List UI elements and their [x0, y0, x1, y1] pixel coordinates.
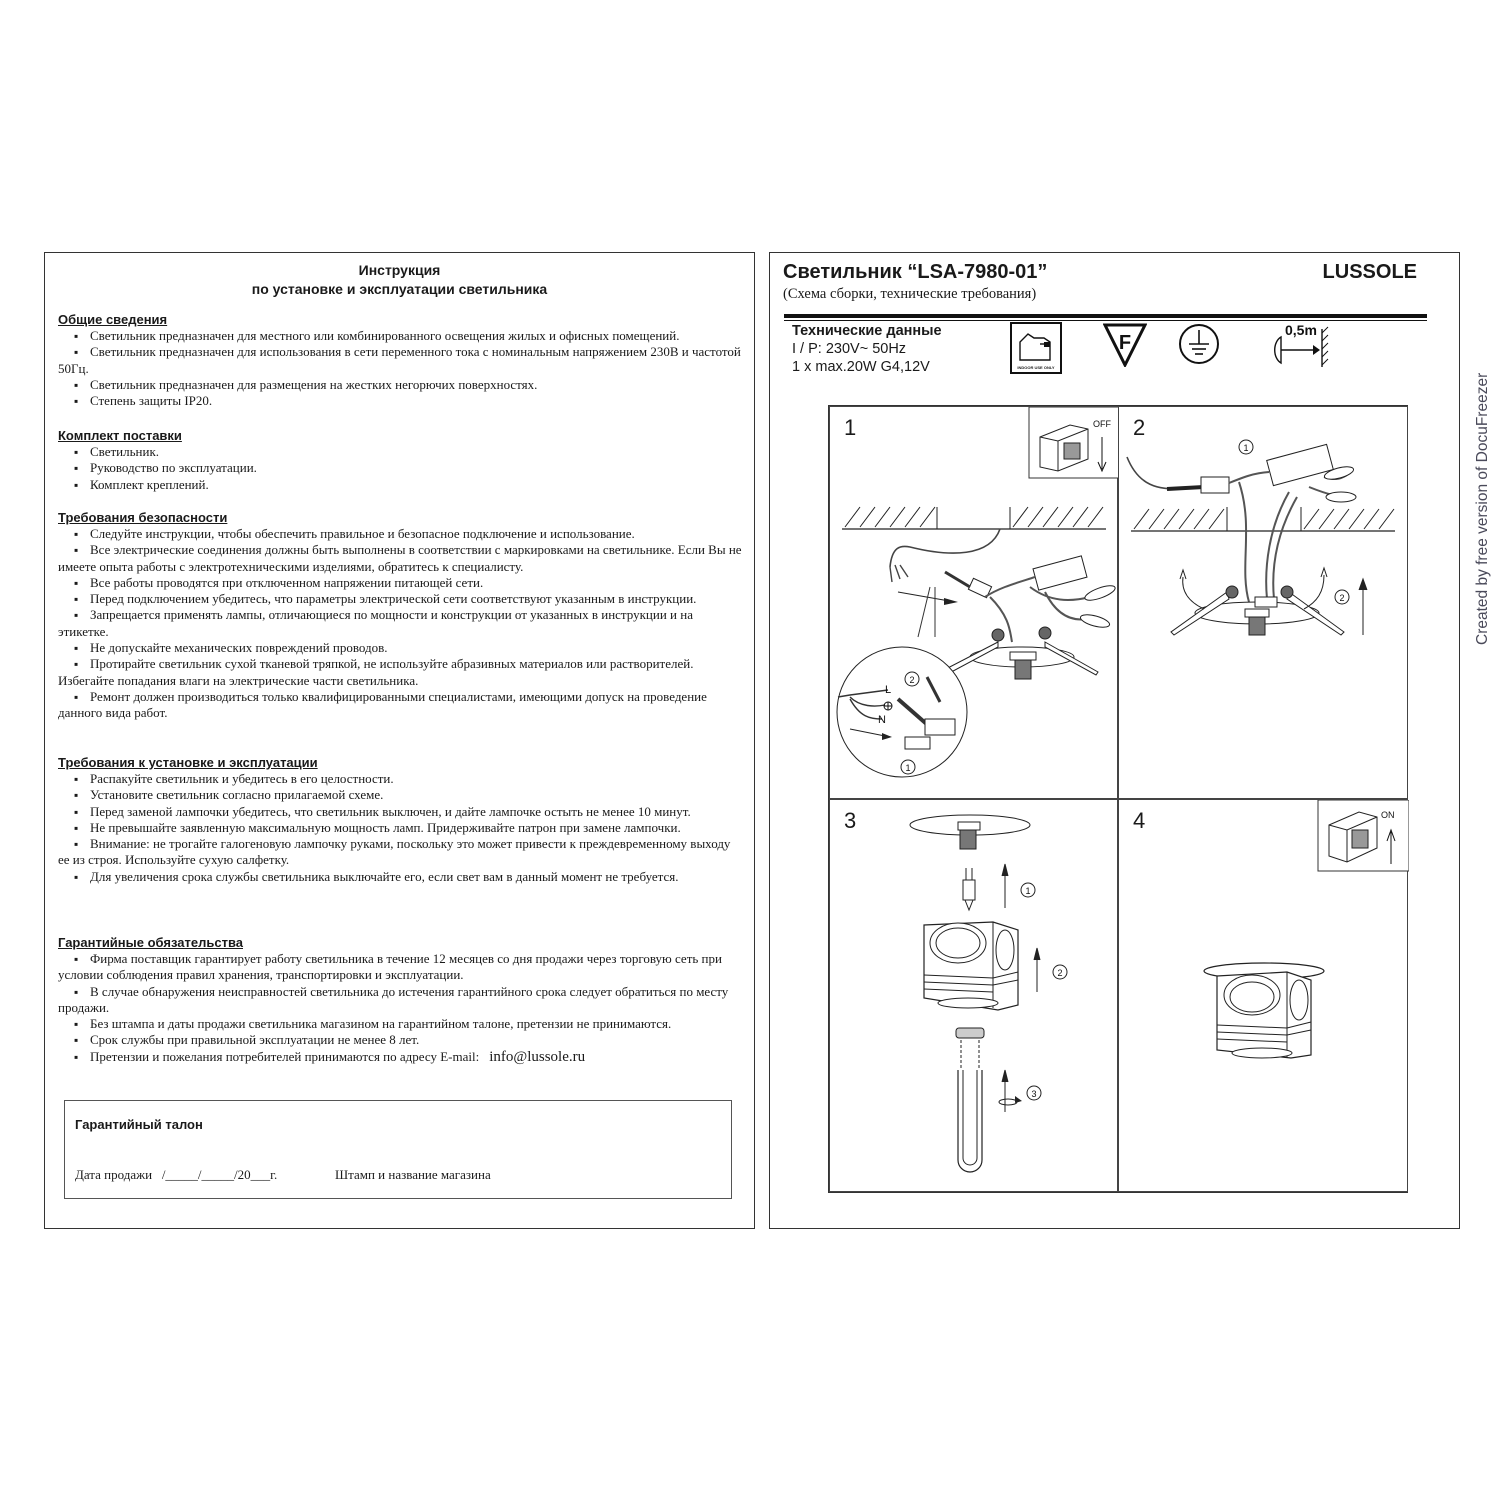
step-3-illustration — [830, 800, 1119, 1193]
list-item: ▪ Распакуйте светильник и убедитесь в его целостности. — [58, 771, 742, 787]
list-item: ▪ Перед заменой лампочки убедитесь, что светильник выключен, и дайте лампочке остыть не менее 10 минут. — [58, 804, 742, 820]
ceiling-hatch — [842, 507, 1106, 529]
technical-data — [792, 322, 942, 376]
tech-heading: Технические данные — [792, 323, 942, 339]
step-2-illustration — [1119, 407, 1409, 800]
step-number: 4 — [1133, 808, 1146, 833]
switch-off-label: OFF — [1093, 419, 1111, 429]
list-item: ▪ Степень защиты IP20. — [58, 393, 742, 409]
callout-2: 2 — [1057, 968, 1063, 978]
list-item: ▪ Протирайте светильник сухой тканевой тряпкой, не используйте абразивных материалов или растворителей. Избегайте попадания влаги на электрические части светильника. — [58, 656, 742, 689]
list-item: ▪ Светильник предназначен для местного или комбинированного освещения жилых и офисных помещений. — [58, 328, 742, 344]
ground-icon — [1177, 322, 1221, 371]
callout-2: 2 — [1339, 593, 1345, 603]
list-item: ▪ Не допускайте механических повреждений проводов. — [58, 640, 742, 656]
indoor-use-label: INDOOR USE ONLY — [1017, 365, 1055, 370]
list-item: ▪ Следуйте инструкции, чтобы обеспечить правильное и безопасное подключение и использование. — [58, 526, 742, 542]
callout-3: 3 — [1031, 1089, 1037, 1099]
section-installation — [58, 754, 742, 885]
section-heading: Требования безопасности — [58, 510, 228, 525]
f-mark-icon — [1103, 323, 1147, 372]
instruction-page — [44, 252, 755, 1229]
list-item: ▪ Для увеличения срока службы светильника выключайте его, если свет вам в данный момент не требуется. — [58, 869, 742, 885]
step-4-illustration — [1119, 800, 1409, 1193]
step-3-panel — [829, 799, 1118, 1192]
list-item: ▪ В случае обнаружения неисправностей светильника до истечения гарантийного срока следует обратиться по месту продажи. — [58, 984, 742, 1017]
section-general — [58, 311, 742, 409]
tech-input-power: I / P: 230V~ 50Hz — [792, 341, 907, 357]
section-heading: Гарантийные обязательства — [58, 935, 243, 950]
f-mark-letter: F — [1118, 332, 1132, 354]
sale-date-field: Дата продажи /_____/_____/20___г. — [75, 1167, 278, 1182]
step-2-panel — [1118, 406, 1408, 799]
list-item: ▪ Перед подключением убедитесь, что параметры электрической сети соответствуют указанным в инструкции. — [58, 591, 742, 607]
coupon-title: Гарантийный талон — [75, 1117, 203, 1132]
list-item: ▪ Внимание: не трогайте галогеновую лампочку руками, поскольку это может привести к преждевременному выходу ее из строя. Используйте сухую салфетку. — [58, 836, 742, 869]
watermark-text: Created by free version of DocuFreezer — [1474, 372, 1491, 645]
list-item: ▪ Срок службы при правильной эксплуатации не менее 8 лет. — [58, 1032, 742, 1048]
wire-label-neutral: N — [878, 714, 886, 726]
brand-logo: LUSSOLE — [1322, 261, 1417, 283]
assembly-page — [769, 252, 1460, 1229]
step-1-panel — [829, 406, 1118, 799]
step-number: 1 — [844, 415, 857, 440]
section-heading: Комплект поставки — [58, 428, 182, 443]
step-number: 3 — [844, 808, 857, 833]
callout-1: 1 — [905, 763, 911, 773]
callout-2: 2 — [909, 675, 915, 685]
list-item: ▪ Установите светильник согласно прилагаемой схеме. — [58, 787, 742, 803]
callout-1: 1 — [1025, 886, 1031, 896]
list-item: ▪ Руководство по эксплуатации. — [58, 460, 742, 476]
warranty-coupon — [64, 1100, 732, 1199]
indoor-use-only-icon — [1010, 322, 1062, 374]
section-package — [58, 427, 742, 493]
section-heading: Требования к установке и эксплуатации — [58, 755, 318, 770]
product-subtitle: (Схема сборки, технические требования) — [783, 286, 1037, 302]
section-safety — [58, 509, 742, 722]
list-item: ▪ Ремонт должен производиться только квалифицированными специалистами, имеющими допуск на проведение данного вида работ. — [58, 689, 742, 722]
list-item: ▪ Запрещается применять лампы, отличающиеся по мощности и конструкции от указанных в инструкции и на этикетке. — [58, 607, 742, 640]
list-item: ▪ Не превышайте заявленную максимальную мощность ламп. Придерживайте патрон при замене лампочки. — [58, 820, 742, 836]
installed-luminaire — [1204, 963, 1324, 1058]
callout-1: 1 — [1243, 443, 1249, 453]
section-heading: Общие сведения — [58, 312, 168, 327]
assembly-diagram-grid — [828, 405, 1408, 1193]
list-item: ▪ Светильник. — [58, 444, 742, 460]
list-item: ▪ Светильник предназначен для размещения на жестких негорючих поверхностях. — [58, 377, 742, 393]
min-distance-icon — [1265, 317, 1335, 374]
distance-label: 0,5m — [1285, 322, 1317, 338]
step-number: 2 — [1133, 415, 1146, 440]
section-warranty — [58, 934, 742, 1065]
step-1-illustration — [830, 407, 1119, 800]
tech-lamp-spec: 1 x max.20W G4,12V — [792, 359, 930, 375]
switch-on-label: ON — [1381, 810, 1395, 820]
document-title — [45, 261, 754, 299]
store-stamp-label: Штамп и название магазина — [335, 1167, 491, 1182]
contact-email-link[interactable]: info@lussole.ru — [489, 1048, 586, 1065]
contact-text: Претензии и пожелания потребителей принимаются по адресу E-mail: — [90, 1048, 480, 1064]
title-line-2: по установке и эксплуатации светильника — [251, 281, 548, 297]
title-line-1: Инструкция — [358, 262, 441, 278]
list-item: ▪ Комплект креплений. — [58, 477, 742, 493]
wire-label-live: L — [885, 684, 892, 696]
list-item: ▪ Светильник предназначен для использования в сети переменного тока с номинальным напряжением 230В и частотой 50Гц. — [58, 344, 742, 377]
product-title: Светильник “LSA-7980-01” — [783, 261, 1048, 283]
step-4-panel — [1118, 799, 1408, 1192]
list-item — [58, 1049, 742, 1065]
lamp-shade-cube — [924, 922, 1018, 1010]
list-item: ▪ Все работы проводятся при отключенном напряжении питающей сети. — [58, 575, 742, 591]
list-item: ▪ Все электрические соединения должны быть выполнены в соответствии с маркировками на светильнике. Если Вы не имеете опыта работы с электротехническими изделиями, обратитесь к специалисту. — [58, 542, 742, 575]
list-item: ▪ Без штампа и даты продажи светильника магазином на гарантийном талоне, претензии не принимаются. — [58, 1016, 742, 1032]
list-item: ▪ Фирма поставщик гарантирует работу светильника в течение 12 месяцев со дня продажи через торговую сеть при условии соблюдения правил хранения, транспортировки и эксплуатации. — [58, 951, 742, 984]
